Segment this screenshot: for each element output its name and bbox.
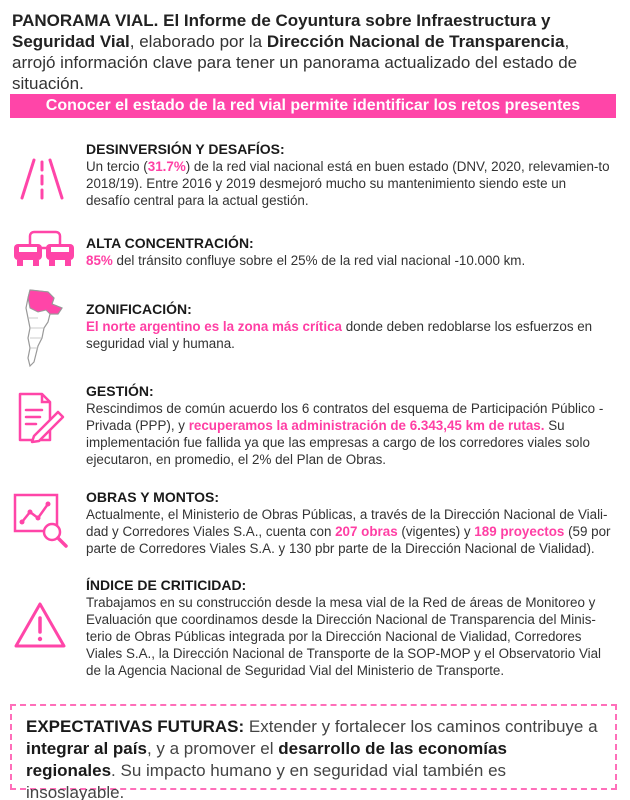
zonificacion-t1: donde deben redoblarse los esfuerzos en seguridad vial y humana. xyxy=(86,319,593,351)
intro-agency: Dirección Nacional de Transparencia xyxy=(266,32,565,51)
desinversion-highlight: 31.7% xyxy=(147,159,186,174)
concentracion-highlight: 85% xyxy=(86,253,113,268)
obras-highlight-obras: 207 obras xyxy=(335,524,398,539)
obras-title: OBRAS Y MONTOS: xyxy=(86,489,220,505)
desinversion-t2: ) de la red vial nacional está en buen estado (DNV, 2020, relevamien-to 2018/19). Entre 2016 y 2019 desmejoró mucho su mantenimiento siendo este un desafío central para la actual gestión. xyxy=(86,159,610,208)
gestion-t1: Rescindimos de común acuerdo los 6 contratos del esquema de Participación Público - Privada (PPP), y xyxy=(86,401,604,433)
footer-b3: desarrollo de las economías regionales xyxy=(26,739,507,780)
criticidad-title: ÍNDICE DE CRITICIDAD: xyxy=(86,577,247,593)
desinversion-text xyxy=(86,140,612,209)
footer-t2: , y a promover el xyxy=(146,739,279,758)
intro-paragraph xyxy=(12,10,612,94)
desinversion-title: DESINVERSIÓN Y DESAFÍOS: xyxy=(86,141,285,157)
concentracion-t1: del tránsito confluye sobre el 25% de la red vial nacional -10.000 km. xyxy=(112,253,526,268)
document-pen-icon xyxy=(12,390,72,450)
concentracion-text xyxy=(86,234,612,269)
section-banner: Conocer el estado de la red vial permite identificar los retos presentes xyxy=(10,94,616,118)
intro-text-2: , arrojó información clave para tener un panorama actualizado del estado de situación. xyxy=(12,32,578,93)
obras-t1: Actualmente, el Ministerio de Obras Públicas, a través de la Dirección Nacional de Viali-dad y Corredores Viales S.A., cuenta con xyxy=(86,507,608,539)
intro-text-1: , elaborado por la xyxy=(129,32,267,51)
gestion-text xyxy=(86,382,612,468)
gestion-highlight: recuperamos la administración de 6.343,45 km de rutas. xyxy=(188,418,545,433)
intro-title: PANORAMA VIAL. El Informe de Coyuntura sobre Infraestructura y Seguridad Vial xyxy=(12,11,551,51)
obras-t3: (59 por parte de Corredores Viales S.A. y 130 pbr parte de la Dirección Nacional de Vialidad). xyxy=(86,524,611,556)
obras-t2: (vigentes) y xyxy=(397,524,475,539)
zonificacion-highlight: El norte argentino es la zona más crítica xyxy=(86,319,342,334)
concentracion-title: ALTA CONCENTRACIÓN: xyxy=(86,235,254,251)
footer-t1: Extender y fortalecer los caminos contribuye a xyxy=(244,717,598,736)
footer-b2: integrar al país xyxy=(26,739,147,758)
footer-title: EXPECTATIVAS FUTURAS: xyxy=(26,717,245,736)
analytics-magnifier-icon xyxy=(12,492,72,552)
traffic-cars-icon xyxy=(12,228,78,288)
gestion-t2: Su implementación fue fallida ya que las empresas a cargo de los corredores viales solo ejecutaron, en promedio, el 2% del Plan de Obras. xyxy=(86,418,590,467)
zonificacion-text xyxy=(86,300,612,352)
road-icon xyxy=(12,154,72,214)
argentina-map-icon xyxy=(18,288,68,368)
footer-expectativas xyxy=(10,704,617,800)
gestion-title: GESTIÓN: xyxy=(86,383,154,399)
warning-icon xyxy=(12,600,72,660)
obras-text xyxy=(86,488,612,557)
footer-t3: . Su impacto humano y en seguridad vial también es insoslayable. xyxy=(26,761,507,800)
criticidad-t1: Trabajamos en su construcción desde la mesa vial de la Red de áreas de Monitoreo y Evaluación que coordinamos desde la Dirección Nacional de Transparencia del Minis-terio de Obras Públicas integrada por la Dirección Nacional de Vialidad, Corredores Viales S.A., la Dirección Nacional de Transporte de la SOP-MOP y el Observatorio Vial de la Agencia Nacional de Seguridad Vial del Ministerio de Transporte. xyxy=(86,595,602,678)
obras-highlight-proyectos: 189 proyectos xyxy=(474,524,565,539)
criticidad-text xyxy=(86,576,612,679)
zonificacion-title: ZONIFICACIÓN: xyxy=(86,301,192,317)
desinversion-t1: Un tercio ( xyxy=(86,159,148,174)
